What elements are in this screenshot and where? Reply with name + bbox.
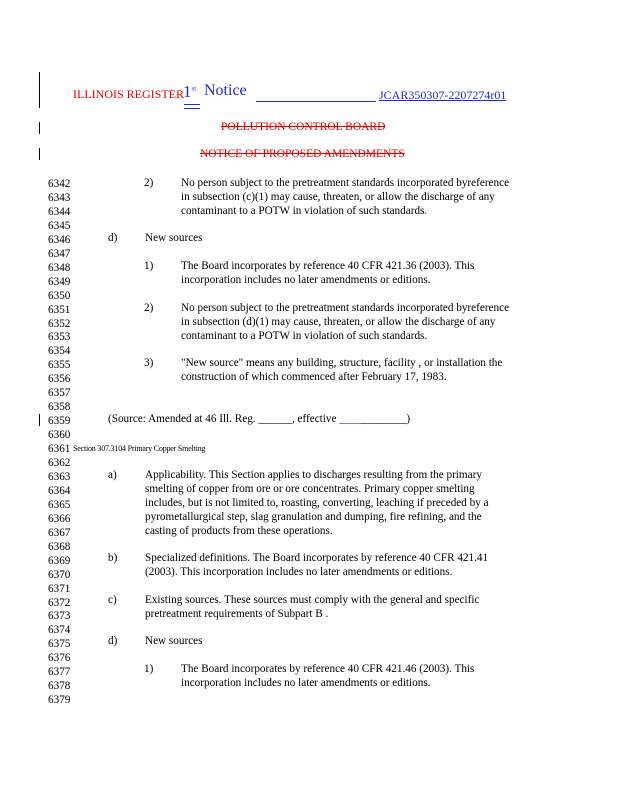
edition-suffix: st <box>191 84 197 93</box>
paragraph-line: pyrometallurgical step, slag granulation and dumping, fire refining, and the <box>145 511 482 523</box>
item-number: 1) <box>144 663 154 675</box>
paragraph-line: (2003). This incorporation includes no later amendments or editions. <box>145 566 453 578</box>
revision-bar <box>39 414 40 426</box>
line-number: 6364 <box>48 484 71 497</box>
line-number: 6360 <box>48 429 71 442</box>
edition-number-digit: 1 <box>183 82 192 101</box>
revision-bar <box>39 122 40 134</box>
paragraph-line: Applicability. This Section applies to discharges resulting from the primary <box>145 469 482 481</box>
line-number: 6376 <box>48 652 71 665</box>
line-number: 6353 <box>48 331 71 344</box>
notice-word: Notice <box>204 82 247 99</box>
subsection-label: c) <box>108 594 117 606</box>
notice-title: NOTICE OF PROPOSED AMENDMENTS <box>200 148 405 160</box>
paragraph-line: pretreatment requirements of Subpart B . <box>145 608 329 620</box>
line-number: 6370 <box>48 568 71 581</box>
subsection-heading: New sources <box>145 232 203 244</box>
line-number: 6349 <box>48 275 71 288</box>
subsection-label: b) <box>108 552 118 564</box>
line-number: 6347 <box>48 247 71 260</box>
line-number: 6348 <box>48 261 71 274</box>
line-number: 6366 <box>48 512 71 525</box>
line-number: 6372 <box>48 596 71 609</box>
line-number: 6356 <box>48 373 71 386</box>
line-number: 6357 <box>48 387 71 400</box>
item-number: 2) <box>144 302 154 314</box>
line-number: 6345 <box>48 219 71 232</box>
line-number: 6352 <box>48 317 71 330</box>
line-number: 6363 <box>48 470 71 483</box>
paragraph-line: No person subject to the pretreatment standards incorporated byreference <box>181 177 510 189</box>
line-number: 6377 <box>48 666 71 679</box>
paragraph-line: No person subject to the pretreatment standards incorporated byreference <box>181 302 510 314</box>
line-number: 6375 <box>48 638 71 651</box>
source-note <box>108 413 410 427</box>
line-number: 6361 <box>48 443 71 456</box>
line-number: 6359 <box>48 415 71 428</box>
line-number: 6379 <box>48 694 71 707</box>
paragraph-line: incorporation includes no later amendments or editions. <box>181 274 431 286</box>
line-number: 6350 <box>48 289 71 302</box>
revision-bar <box>39 148 40 160</box>
line-number: 6354 <box>48 345 71 358</box>
subsection-heading: New sources <box>145 635 203 647</box>
item-number: 1) <box>144 260 154 272</box>
paragraph-line: contaminant to a POTW in violation of such standards. <box>181 330 428 342</box>
paragraph-line: casting of products from these operations. <box>145 525 333 537</box>
subsection-label: d) <box>108 635 118 647</box>
register-title: ILLINOIS REGISTER <box>73 87 184 101</box>
header-underline-short <box>184 108 200 109</box>
line-number: 6355 <box>48 359 71 372</box>
line-number: 6368 <box>48 540 71 553</box>
paragraph-line: The Board incorporates by reference 40 CFR 421.46 (2003). This <box>181 663 475 675</box>
section-heading: Section 307.3104 Primary Copper Smelting <box>73 444 206 453</box>
source-note-text: (Source: Amended at 46 Ill. Reg. ______, effective <box>108 413 340 425</box>
line-number: 6374 <box>48 624 71 637</box>
revision-bar <box>39 72 40 108</box>
item-number: 2) <box>144 177 154 189</box>
line-number: 6367 <box>48 526 71 539</box>
subsection-label: d) <box>108 232 118 244</box>
paragraph-line: smelting of copper from ore or ore concentrates. Primary copper smelting <box>145 483 475 495</box>
paragraph-line: contaminant to a POTW in violation of such standards. <box>181 205 428 217</box>
paragraph-line: incorporation includes no later amendments or editions. <box>181 677 431 689</box>
jcar-id: JCAR350307-2207274r01 <box>379 88 507 102</box>
line-number: 6358 <box>48 401 71 414</box>
source-note-end: ________) <box>361 413 411 425</box>
line-number: 6373 <box>48 610 71 623</box>
line-number: 6351 <box>48 303 71 316</box>
header-underline <box>256 101 376 102</box>
paragraph-line: includes, but is not limited to, roasting, converting, leaching if preceded by a <box>145 497 489 509</box>
paragraph-line: construction of which commenced after February 17, 1983. <box>181 371 447 383</box>
paragraph-line: in subsection (d)(1) may cause, threaten, or allow the discharge of any <box>181 316 496 328</box>
subsection-label: a) <box>108 469 117 481</box>
item-number: 3) <box>144 357 154 369</box>
source-blank: ____ <box>339 413 362 425</box>
line-number: 6342 <box>48 178 71 190</box>
line-number: 6369 <box>48 554 71 567</box>
board-name: POLLUTION CONTROL BOARD <box>221 121 386 133</box>
edition-number <box>183 82 196 102</box>
header-underline-short <box>184 104 200 105</box>
paragraph-line: Specialized definitions. The Board incorporates by reference 40 CFR 421.41 <box>145 552 489 564</box>
line-number: 6378 <box>48 680 71 693</box>
paragraph-line: Existing sources. These sources must comply with the general and specific <box>145 594 480 606</box>
line-number: 6371 <box>48 582 71 595</box>
line-number: 6343 <box>48 191 71 204</box>
line-number: 6362 <box>48 457 71 469</box>
line-number: 6365 <box>48 498 71 511</box>
line-number: 6344 <box>48 205 71 218</box>
line-number: 6346 <box>48 233 71 246</box>
paragraph-line: "New source" means any building, structure, facility , or installation the <box>181 357 503 369</box>
paragraph-line: The Board incorporates by reference 40 CFR 421.36 (2003). This <box>181 260 475 272</box>
paragraph-line: in subsection (c)(1) may cause, threaten, or allow the discharge of any <box>181 191 495 203</box>
